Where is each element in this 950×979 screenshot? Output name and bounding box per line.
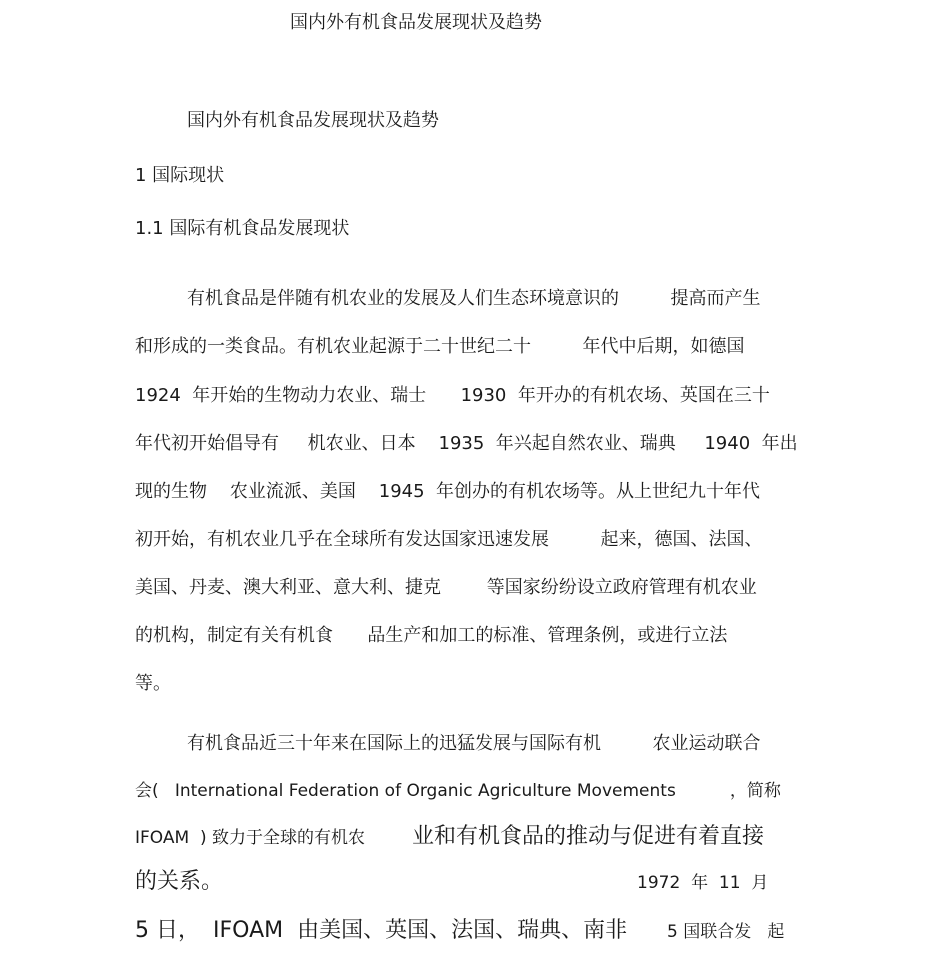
paragraph-line: 的关系。 (135, 869, 224, 894)
paragraph-line: 年代初开始倡导有 机农业、日本 1935 年兴起自然农业、瑞典 1940 年出 (135, 433, 798, 454)
paragraph-line: 1972 年 11 月 (637, 873, 769, 893)
paragraph-line: 初开始，有机农业几乎在全球所有发达国家迅速发展 起来，德国、法国、 (135, 529, 763, 550)
paragraph-line: 业和有机食品的推动与促进有着直接 (412, 824, 765, 849)
paragraph-line: 会( International Federation of Organic Agriculture Movements ，简称 (135, 781, 781, 801)
section-heading-1-1: 1.1 国际有机食品发展现状 (135, 218, 350, 239)
paragraph-line: 美国、丹麦、澳大利亚、意大利、捷克 等国家纷纷设立政府管理有机农业 (135, 577, 757, 598)
section-heading-1: 1 国际现状 (135, 165, 225, 186)
paragraph-line: 有机食品是伴随有机农业的发展及人们生态环境意识的 提高而产生 (187, 288, 761, 309)
paragraph-line: 现的生物 农业流派、美国 1945 年创办的有机农场等。从上世纪九十年代 (135, 481, 761, 502)
paragraph-line: 和形成的一类食品。有机农业起源于二十世纪二十 年代中后期，如德国 (135, 336, 745, 357)
header-title: 国内外有机食品发展现状及趋势 (290, 12, 542, 33)
paragraph-line: 5 日， (135, 918, 200, 943)
paragraph-line: 有机食品近三十年来在国际上的迅猛发展与国际有机 农业运动联合 (187, 733, 761, 754)
paragraph-line: 的机构，制定有关有机食 品生产和加工的标准、管理条例，或进行立法 (135, 625, 728, 646)
paragraph-line: IFOAM 由美国、英国、法国、瑞典、南非 (213, 918, 628, 943)
paragraph-line: 1924 年开始的生物动力农业、瑞士 1930 年开办的有机农场、英国在三十 (135, 385, 770, 406)
paragraph-line: 5 国联合发 起 (667, 922, 785, 942)
document-title: 国内外有机食品发展现状及趋势 (187, 110, 439, 131)
paragraph-line: IFOAM ) 致力于全球的有机农 (135, 828, 366, 848)
paragraph-line: 等。 (135, 673, 171, 694)
